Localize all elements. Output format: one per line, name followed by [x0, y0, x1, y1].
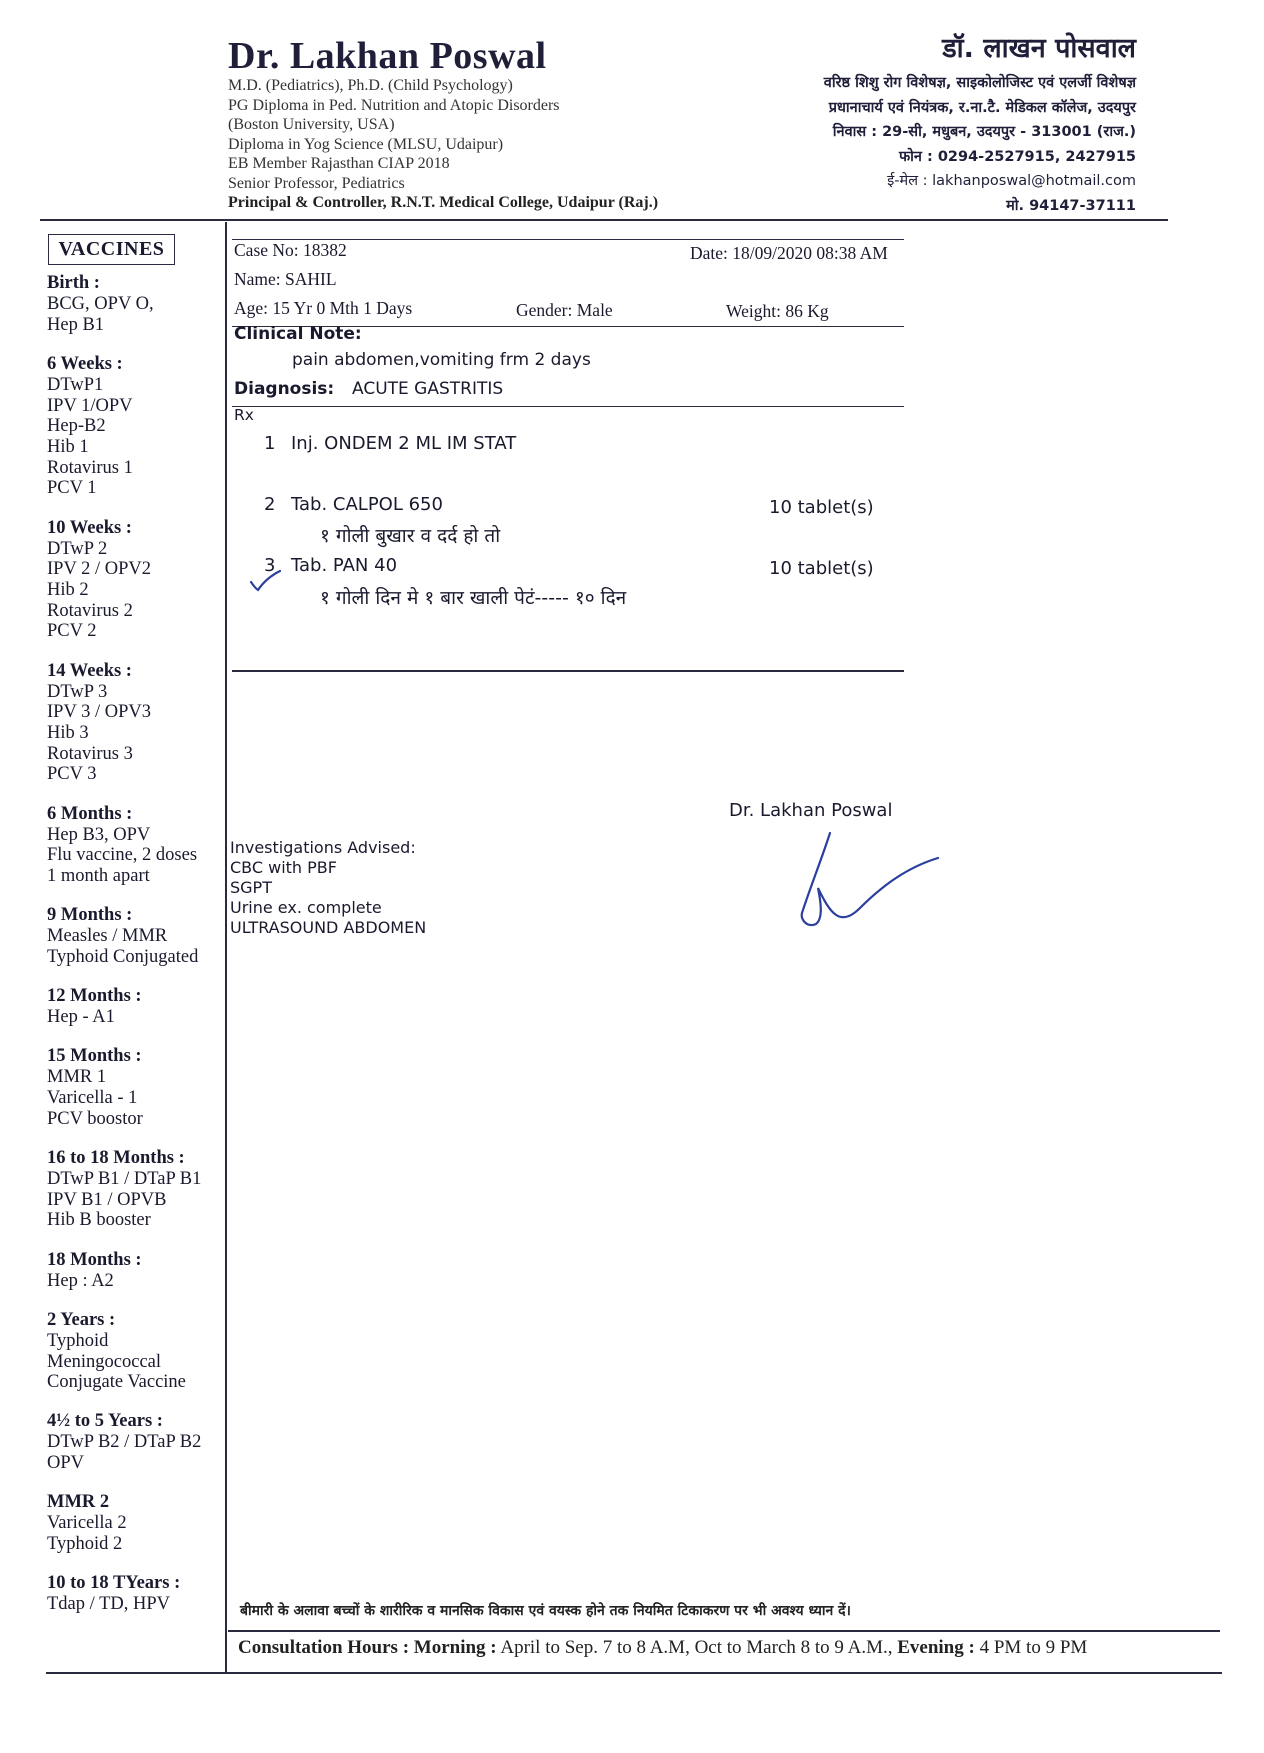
hindi-header	[824, 28, 1136, 218]
hindi-line: निवास : 29-सी, मधुबन, उदयपुर - 313001 (राज.)	[832, 124, 1136, 140]
medication-name: Tab. PAN 40	[291, 555, 398, 576]
hours-morning: April to Sep. 7 to 8 A.M, Oct to March 8 to 9 A.M.,	[496, 1637, 898, 1658]
doctor-name: Dr. Lakhan Poswal	[228, 35, 547, 77]
vaccine-item: Measles / MMR	[47, 926, 168, 947]
investigation-item: SGPT	[230, 878, 272, 897]
vaccine-item: DTwP 2	[47, 538, 108, 559]
vaccine-group-heading: 4½ to 5 Years :	[47, 1411, 163, 1432]
medication-number: 3	[264, 555, 276, 576]
medication-name: Inj. ONDEM 2 ML IM STAT	[291, 433, 517, 454]
hours-evening-label: Evening :	[897, 1637, 975, 1658]
investigations	[230, 838, 426, 938]
vaccine-item: DTwP B1 / DTaP B1	[47, 1168, 202, 1189]
qualification-line: M.D. (Pediatrics), Ph.D. (Child Psychology)	[228, 77, 513, 94]
vaccine-item: Hib 2	[47, 580, 89, 601]
vaccine-group	[47, 1250, 227, 1292]
vaccine-group-heading: 6 Weeks :	[47, 353, 123, 374]
vaccine-group-heading: 12 Months :	[47, 986, 142, 1007]
vaccine-item: PCV boostor	[47, 1108, 143, 1129]
medication-number: 2	[264, 494, 276, 515]
vaccine-group-heading: 6 Months :	[47, 803, 133, 824]
vaccine-item: Hib 1	[47, 437, 89, 458]
hours-label: Consultation Hours : Morning :	[238, 1637, 497, 1658]
patient-name: Name: SAHIL	[234, 269, 337, 289]
vaccine-group	[47, 661, 227, 786]
medication-quantity: 10 tablet(s)	[769, 497, 874, 518]
rule	[232, 406, 904, 407]
vaccine-item: Hep B1	[47, 314, 105, 335]
vaccine-group-heading: 9 Months :	[47, 905, 133, 926]
vaccine-schedule	[47, 273, 227, 1633]
medication-number: 1	[264, 433, 276, 454]
vaccine-item: Hep B3, OPV	[47, 824, 151, 845]
patient-gender: Gender: Male	[516, 300, 613, 320]
medication-name: Tab. CALPOL 650	[291, 494, 443, 515]
vaccine-item: Hib B booster	[47, 1210, 151, 1231]
hindi-line: प्रधानाचार्य एवं नियंत्रक, र.ना.टै. मेडिकल कॉलेज, उदयपुर	[828, 99, 1136, 116]
vaccine-item: IPV 2 / OPV2	[47, 559, 151, 580]
vaccine-group-heading: 2 Years :	[47, 1309, 116, 1330]
investigation-item: ULTRASOUND ABDOMEN	[230, 918, 427, 937]
qualification-line: (Boston University, USA)	[228, 116, 395, 133]
patient-weight: Weight: 86 Kg	[726, 301, 829, 321]
vaccine-item: PCV 3	[47, 764, 97, 785]
signature-icon	[790, 828, 940, 938]
vaccine-item: DTwP 3	[47, 681, 108, 702]
vaccines-title: VACCINES	[48, 234, 175, 265]
qualification-line: Principal & Controller, R.N.T. Medical College, Udaipur (Raj.)	[228, 194, 659, 211]
footer-note: बीमारी के अलावा बच्चों के शारीरिक व मानसिक विकास एवं वयस्क होने तक नियमित टिकाकरण पर भी अवश्य ध्यान दें।	[240, 1603, 851, 1619]
hindi-line: फोन : 0294-2527915, 2427915	[898, 148, 1136, 165]
hours-evening: 4 PM to 9 PM	[974, 1637, 1088, 1658]
rx-label: Rx	[234, 406, 254, 424]
vaccine-item: IPV 1/OPV	[47, 395, 133, 416]
vaccine-group-heading: 15 Months :	[47, 1046, 142, 1067]
footer-divider	[228, 1630, 1220, 1632]
vaccine-group	[47, 905, 227, 967]
vaccine-item: Tdap / TD, HPV	[47, 1594, 170, 1615]
vaccine-item: PCV 2	[47, 621, 97, 642]
qualification-line: Senior Professor, Pediatrics	[228, 174, 405, 192]
qualification-line: Diploma in Yog Science (MLSU, Udaipur)	[228, 135, 504, 153]
patient-age: Age: 15 Yr 0 Mth 1 Days	[234, 298, 413, 318]
vaccine-item: Rotavirus 3	[47, 743, 133, 764]
vaccine-group-heading: 16 to 18 Months :	[47, 1147, 185, 1168]
hindi-email-line: ई-मेल : lakhanposwal@hotmail.com	[887, 173, 1136, 189]
consultation-hours	[238, 1637, 1087, 1659]
header-divider	[40, 219, 1168, 221]
vaccine-group	[47, 1046, 227, 1129]
vaccine-group	[47, 804, 227, 887]
hindi-mobile-line: मो. 94147-37111	[1006, 197, 1136, 214]
investigation-item: Urine ex. complete	[230, 898, 382, 917]
vaccine-group	[47, 1573, 227, 1615]
vaccine-item: Typhoid 2	[47, 1534, 123, 1555]
hindi-doctor-name: डॉ. लाखन पोसवाल	[942, 33, 1136, 64]
vaccine-group	[47, 986, 227, 1028]
medication-instruction: १ गोली बुखार व दर्द हो तो	[320, 525, 501, 547]
vaccine-item: DTwP1	[47, 374, 104, 395]
vaccine-item: Typhoid Conjugated	[47, 946, 199, 967]
vaccine-group	[47, 354, 227, 499]
doctor-qualifications	[228, 76, 658, 213]
vaccine-item: Meningococcal	[47, 1351, 162, 1372]
clinical-note-label: Clinical Note:	[234, 324, 362, 344]
vaccine-item: Conjugate Vaccine	[47, 1372, 186, 1393]
vaccine-item: 1 month apart	[47, 866, 150, 887]
vaccine-group	[47, 518, 227, 643]
vaccine-item: Flu vaccine, 2 doses	[47, 845, 198, 866]
vaccine-item: PCV 1	[47, 478, 97, 499]
hindi-line: वरिष्ठ शिशु रोग विशेषज्ञ, साइकोलोजिस्ट एवं एलर्जी विशेषज्ञ	[823, 75, 1136, 91]
vaccine-item: DTwP B2 / DTaP B2	[47, 1432, 202, 1453]
vaccine-group	[47, 1310, 227, 1393]
vaccine-item: Hep - A1	[47, 1007, 115, 1028]
diagnosis-value: ACUTE GASTRITIS	[352, 379, 504, 399]
vaccine-item: Varicella - 1	[47, 1088, 138, 1109]
qualification-line: EB Member Rajasthan CIAP 2018	[228, 155, 450, 172]
vaccine-group-heading: 14 Weeks :	[47, 660, 132, 681]
qualification-line: PG Diploma in Ped. Nutrition and Atopic Disorders	[228, 96, 560, 114]
vaccine-item: Hib 3	[47, 723, 89, 744]
vaccine-group	[47, 1411, 227, 1473]
vaccine-group-heading: 18 Months :	[47, 1249, 142, 1270]
vaccine-item: OPV	[47, 1453, 85, 1474]
rule	[232, 670, 904, 672]
vaccine-item: BCG, OPV O,	[47, 294, 154, 314]
vaccine-group	[47, 1148, 227, 1231]
vaccine-item: MMR 1	[47, 1067, 107, 1088]
vaccine-item: Rotavirus 2	[47, 600, 133, 621]
vaccine-item: Hep-B2	[47, 416, 106, 437]
vaccine-group	[47, 1492, 227, 1554]
vaccine-group-heading: 10 Weeks :	[47, 517, 132, 538]
vaccine-item: Rotavirus 1	[47, 457, 133, 478]
medication-instruction: १ गोली दिन मे १ बार खाली पेटं----- १० दिन	[320, 587, 627, 609]
vaccine-item: IPV 3 / OPV3	[47, 702, 151, 723]
investigations-title: Investigations Advised:	[230, 838, 416, 857]
vaccine-group-heading: Birth :	[47, 273, 100, 293]
vaccine-group	[47, 273, 227, 335]
page-bottom-divider	[46, 1672, 1222, 1674]
vaccine-item: Hep : A2	[47, 1270, 114, 1291]
vaccine-group-heading: 10 to 18 TYears :	[47, 1573, 181, 1594]
vaccine-group-heading: MMR 2	[47, 1492, 110, 1513]
diagnosis-label: Diagnosis:	[234, 379, 335, 399]
medication-quantity: 10 tablet(s)	[769, 558, 874, 579]
vaccine-item: Varicella 2	[47, 1513, 127, 1534]
case-number: Case No: 18382	[234, 240, 347, 260]
signature-name: Dr. Lakhan Poswal	[729, 800, 893, 821]
visit-date: Date: 18/09/2020 08:38 AM	[690, 243, 888, 263]
vaccine-item: IPV B1 / OPVB	[47, 1189, 167, 1210]
vaccine-item: Typhoid	[47, 1330, 109, 1351]
clinical-note: pain abdomen,vomiting frm 2 days	[292, 350, 591, 370]
investigation-item: CBC with PBF	[230, 858, 337, 877]
check-mark-icon	[248, 568, 284, 596]
